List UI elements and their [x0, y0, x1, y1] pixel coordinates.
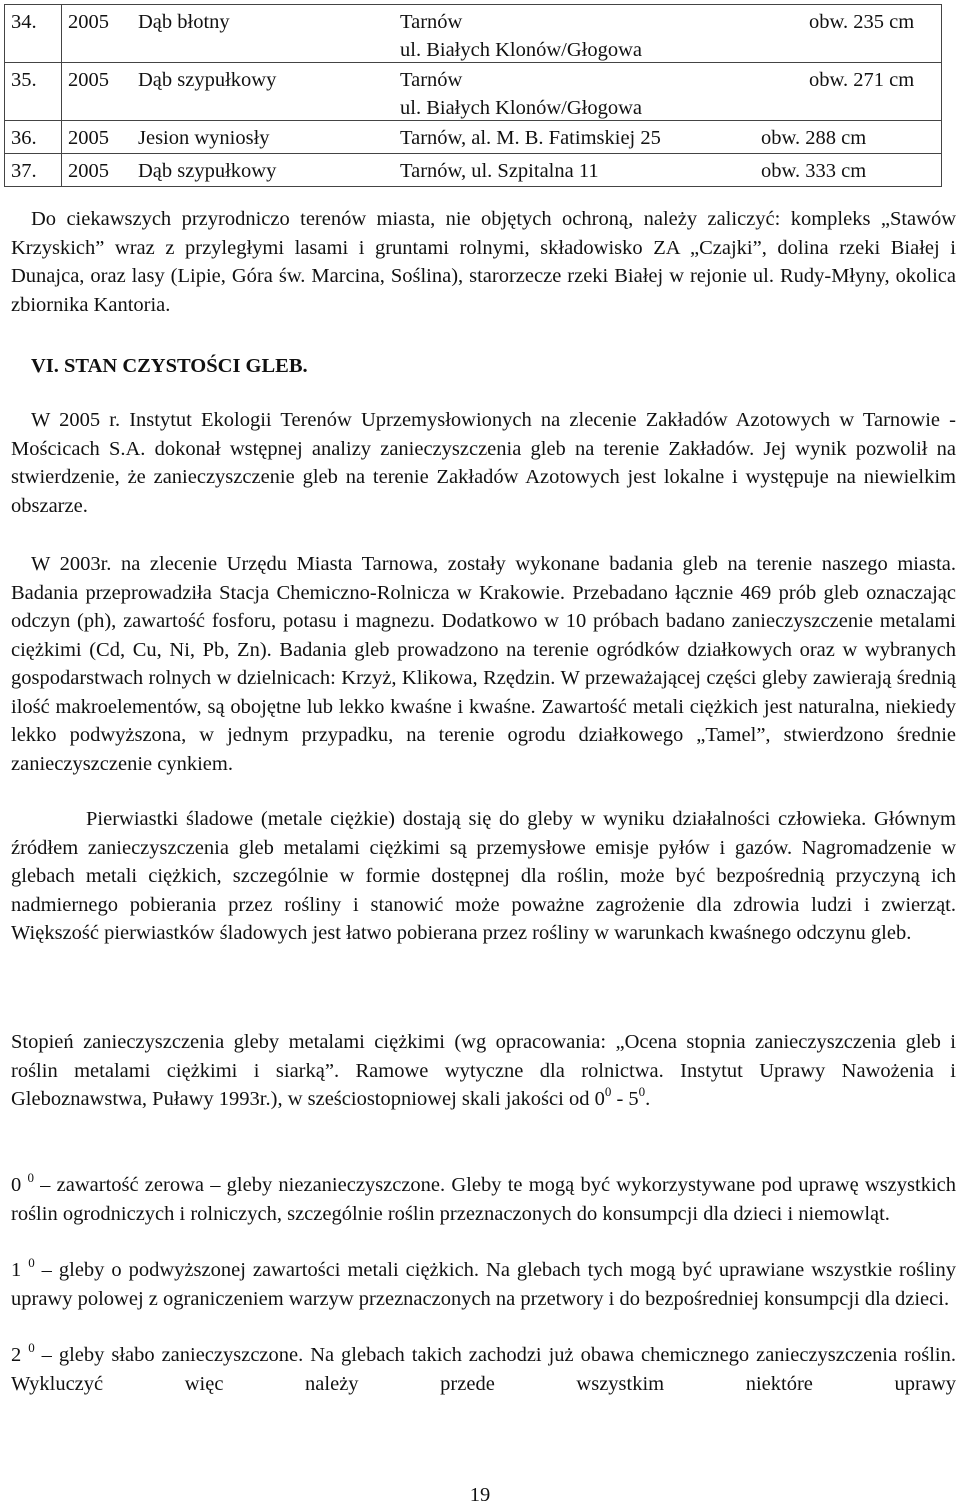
- trees-table: [4, 4, 942, 187]
- row-species: Dąb szypułkowy: [138, 160, 277, 182]
- row-location: Tarnów ul. Białych Klonów/Głogowa: [400, 11, 642, 61]
- paragraph-trace-elements: Pierwiastki śladowe (metale ciężkie) dostają się do gleby w wyniku działalności człowieka. Głównym źródłem zanieczyszczenia gleb metalami ciężkimi są przemysłowe emisje pyłów i gazów. Nagromadzenie w glebach metali ciężkich, szczególnie w formie dostępnej dla roślin, może być bezpośrednią przyczyną ich nadmiernego pobierania przez rośliny i stanowić może poważne zagrożenie dla zdrowia ludzi i zwierząt. Większość pierwiastków śladowych jest łatwo pobierana przez rośliny w warunkach kwaśnego odczynu gleb.: [11, 808, 956, 944]
- table-row: [5, 5, 942, 63]
- degree-2-description: 2 $^0$ – gleby słabo zanieczyszczone. Na glebach takich zachodzi już obawa chemicznego zanieczyszczenia roślin. Wykluczyć więc należy przede wszystkim niektóre uprawy: [11, 1340, 956, 1395]
- paragraph-2005-analysis: W 2005 r. Instytut Ekologii Terenów Uprzemysłowionych na zlecenie Zakładów Azotowych w Tarnowie - Mościcach S.A. dokonał wstępnej analizy zanieczyszczenia gleb na terenie Zakładów. Jej wynik pozwolił na stwierdzenie, że zanieczyszczenie gleb na terenie Zakładów Azotowych jest lokalne i występuje na niewielkim obszarze.: [11, 409, 956, 517]
- degree-0-description: 0 $^0$ – zawartość zerowa – gleby niezanieczyszczone. Gleby te mogą być wykorzystywane pod uprawę wszystkich roślin ogrodniczych i rolniczych, szczególnie roślin przeznaczonych do konsumpcji dla dzieci i niemowląt.: [11, 1170, 956, 1225]
- row-number: 35.: [5, 63, 62, 121]
- row-species: Dąb szypułkowy: [138, 69, 277, 91]
- row-number: 34.: [5, 5, 62, 63]
- row-circumference: obw. 333 cm: [761, 160, 867, 182]
- row-number: 36.: [5, 121, 62, 154]
- degree-1-description: 1 $^0$ – gleby o podwyższonej zawartości metali ciężkich. Na glebach tych mogą być uprawiane wszystkie rośliny uprawy polowej z ograniczeniem warzyw przeznaczonych na przetwory i do bezpośredniej konsumpcji dla dzieci.: [11, 1255, 957, 1310]
- page-number: 19: [469, 1484, 491, 1506]
- row-circumference: obw. 271 cm: [809, 69, 915, 91]
- row-species: Jesion wyniosły: [138, 127, 270, 149]
- table-row: [5, 63, 942, 121]
- paragraph-2003-study: W 2003r. na zlecenie Urzędu Miasta Tarnowa, zostały wykonane badania gleb na terenie naszego miasta. Badania przeprowadziła Stacja Chemiczno-Rolnicza w Krakowie. Przebadano łącznie 469 prób gleb oznaczając odczyn (ph), zawartość fosforu, potasu i magnezu. Dodatkowo w 10 próbach badano zanieczyszczenie metalami ciężkimi (Cd, Cu, Ni, Pb, Zn). Badania gleb prowadzono na terenie ogródków działkowych oraz w wybranych gospodarstwach rolnych w dzielnicach: Krzyż, Klikowa, Rzędzin. W przeważającej części gleby zawierają średnią ilość makroelementów, są obojętne lub lekko kwaśne i kwaśne. Zawartość metali ciężkich jest naturalna, niekiedy lekko podwyższona, w jednym przypadku, na terenie ogrodu działkowego „Tamel”, stwierdzono średnie zanieczyszczenie cynkiem.: [11, 553, 956, 775]
- row-year: 2005: [68, 160, 109, 182]
- table-row: [5, 154, 942, 187]
- table-row: [5, 121, 942, 154]
- row-year: 2005: [68, 11, 109, 33]
- section-heading: VI. STAN CZYSTOŚCI GLEB.: [31, 355, 308, 377]
- row-number: 37.: [5, 154, 62, 187]
- row-location: Tarnów ul. Białych Klonów/Głogowa: [400, 69, 642, 119]
- paragraph-interesting-areas: Do ciekawszych przyrodniczo terenów miasta, nie objętych ochroną, należy zaliczyć: kompleks „Stawów Krzyskich” wraz z przyległymi lasami i gruntami rolnymi, składowisko ZA „Czajki”, dolina rzeki Białej i Dunajca, oraz lasy (Lipie, Góra św. Marcina, Soślina), starorzecze rzeki Białej w rejonie ul. Rudy-Młyny, okolica zbiornika Kantoria.: [11, 208, 956, 316]
- row-year: 2005: [68, 69, 109, 91]
- row-year: 2005: [68, 127, 109, 149]
- row-circumference: obw. 288 cm: [761, 127, 867, 149]
- row-circumference: obw. 235 cm: [809, 11, 915, 33]
- row-location: Tarnów, al. M. B. Fatimskiej 25: [400, 127, 661, 149]
- paragraph-contamination-scale: Stopień zanieczyszczenia gleby metalami ciężkimi (wg opracowania: „Ocena stopnia zanieczyszczenia gleb i roślin metalami ciężkimi i siarką”. Ramowe wytyczne dla rolnictwa. Instytut Uprawy Nawożenia i Gleboznawstwa, Puławy 1993r.), w sześciostopniowej skali jakości od $0^0 - 5^0$.: [11, 1031, 956, 1110]
- row-location: Tarnów, ul. Szpitalna 11: [400, 160, 599, 182]
- row-species: Dąb błotny: [138, 11, 230, 33]
